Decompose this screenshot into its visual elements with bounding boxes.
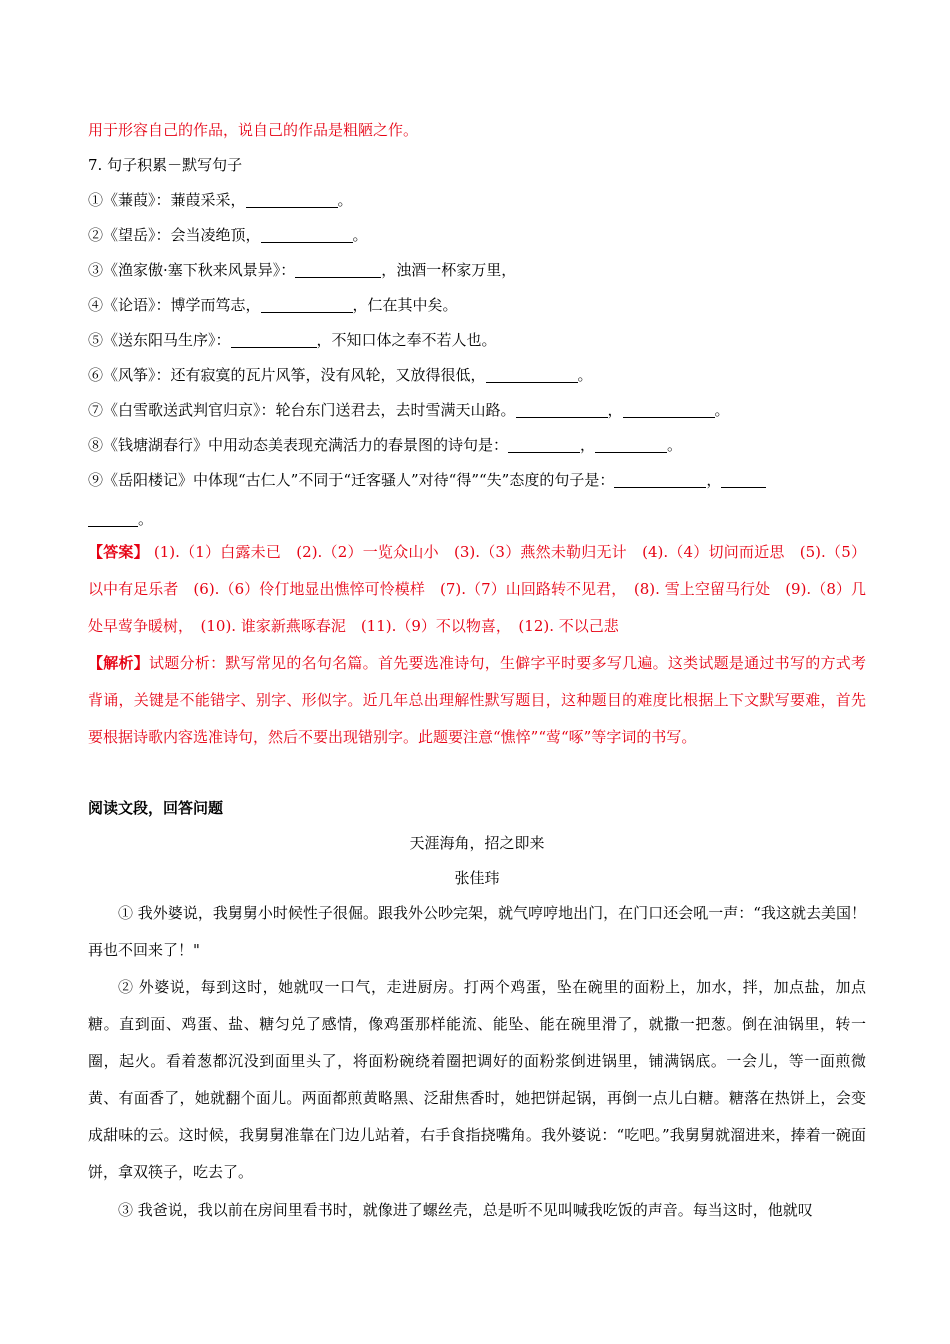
article-title: 天涯海角，招之即来 bbox=[409, 834, 545, 852]
item-text: ， bbox=[706, 471, 722, 489]
reading-heading: 阅读文段，回答问题 bbox=[88, 799, 224, 817]
item-text: 。 bbox=[138, 510, 154, 528]
item-text: 。 bbox=[577, 366, 593, 384]
item-text: ， bbox=[607, 401, 623, 419]
article-paragraph-1: ① 我外婆说，我舅舅小时候性子很倔。跟我外公吵完架，就气哼哼地出门，在门口还会吼一声：“我这就去美国！再也不回来了！" bbox=[88, 904, 866, 959]
fill-item-9-cont bbox=[88, 509, 153, 529]
top-note: 用于形容自己的作品，说自己的作品是粗陋之作。 bbox=[88, 121, 419, 139]
answer-blank bbox=[486, 368, 578, 383]
answer-blank bbox=[721, 473, 766, 488]
fill-item-2 bbox=[88, 225, 368, 245]
item-text: ③《渔家傲·塞下秋来风景异》： bbox=[88, 261, 296, 279]
answer-tag: 【答案】 bbox=[88, 543, 149, 561]
fill-item-6 bbox=[88, 365, 593, 385]
answer-blank bbox=[88, 512, 138, 527]
analysis-block bbox=[88, 645, 866, 756]
article-paragraph-2: ② 外婆说，每到这时，她就叹一口气，走进厨房。打两个鸡蛋，坠在碗里的面粉上，加水，拌，加点盐，加点糖。直到面、鸡蛋、盐、糖匀兑了感情，像鸡蛋那样能流、能坠、能在碗里滑了，就撒一把葱。倒在油锅里，转一圈，起火。看着葱都沉没到面里头了，将面粉碗绕着圈把调好的面粉浆倒进锅里，铺满锅底。一会儿，等一面煎微黄、有面香了，她就翻个面儿。两面都煎黄略黑、泛甜焦香时，她把饼起锅，再倒一点儿白糖。糖落在热饼上，会变成甜味的云。这时候，我舅舅准靠在门边儿站着，右手食指挠嘴角。我外婆说：“吃吧。”我舅舅就溜进来，捧着一碗面饼，拿双筷子，吃去了。 bbox=[88, 978, 866, 1181]
item-text: ⑨《岳阳楼记》中体现“古仁人”不同于“迁客骚人”对待“得”“失”态度的句子是： bbox=[88, 471, 615, 489]
answer-blank bbox=[614, 473, 706, 488]
item-text: ，不知口体之奉不若人也。 bbox=[316, 331, 497, 349]
answer-blank bbox=[246, 193, 338, 208]
item-text: ④《论语》：博学而笃志， bbox=[88, 296, 261, 314]
fill-item-5 bbox=[88, 330, 497, 350]
answer-text: (1).（1）白露未已 (2).（2）一览众山小 (3).（3）燕然未勒归无计 (4).（4）切问而近思 (5).（5）以中有足乐者 (6).（6）伶仃地显出憔悴可怜模样 (7).（7）山回路转不见君， (8). 雪上空留马行处 (9).（8）几处早莺争暖树， (10). 谁家新燕啄春泥 (11).（9）不以物喜， (12). 不以己悲 bbox=[88, 543, 866, 635]
item-text: ⑧《钱塘湖春行》中用动态美表现充满活力的春景图的诗句是： bbox=[88, 436, 509, 454]
item-text: 。 bbox=[714, 401, 730, 419]
question-7-title: 7. 句子积累－默写句子 bbox=[88, 156, 243, 174]
item-text: ⑦《白雪歌送武判官归京》：轮台东门送君去，去时雪满天山路。 bbox=[88, 401, 516, 419]
answer-blank bbox=[261, 228, 353, 243]
item-text: ②《望岳》：会当凌绝顶， bbox=[88, 226, 261, 244]
item-text: ， bbox=[580, 436, 596, 454]
fill-item-4 bbox=[88, 295, 458, 315]
answer-blank bbox=[595, 438, 667, 453]
fill-item-7 bbox=[88, 400, 730, 420]
answer-blank bbox=[623, 403, 715, 418]
analysis-text: 试题分析：默写常见的名句名篇。首先要选准诗句，生僻字平时要多写几遍。这类试题是通过书写的方式考背诵，关键是不能错字、别字、形似字。近几年总出理解性默写题目，这种题目的难度比根据上下文默写要难，首先要根据诗歌内容选准诗句，然后不要出现错别字。此题要注意“憔悴”“莺“啄”等字词的书写。 bbox=[88, 654, 866, 746]
item-text: 。 bbox=[352, 226, 368, 244]
answer-blank bbox=[231, 333, 317, 348]
answer-blank bbox=[516, 403, 608, 418]
fill-item-8 bbox=[88, 435, 682, 455]
article-author: 张佳玮 bbox=[454, 869, 500, 887]
item-text: ⑤《送东阳马生序》： bbox=[88, 331, 231, 349]
item-text: 。 bbox=[667, 436, 683, 454]
item-text: ①《蒹葭》：蒹葭采采， bbox=[88, 191, 246, 209]
article-paragraph-3: ③ 我爸说，我以前在房间里看书时，就像进了螺丝壳，总是听不见叫喊我吃饭的声音。每当这时，他就叹 bbox=[118, 1201, 813, 1219]
answer-blank bbox=[261, 298, 353, 313]
fill-item-9 bbox=[88, 470, 766, 490]
item-text: ⑥《风筝》：还有寂寞的瓦片风筝，没有风轮，又放得很低， bbox=[88, 366, 486, 384]
fill-item-1 bbox=[88, 190, 353, 210]
analysis-tag: 【解析】 bbox=[88, 654, 150, 672]
item-text: 。 bbox=[337, 191, 353, 209]
item-text: ，仁在其中矣。 bbox=[352, 296, 458, 314]
fill-item-3 bbox=[88, 260, 516, 280]
answer-blank bbox=[295, 263, 381, 278]
answer-blank bbox=[508, 438, 580, 453]
item-text: ，浊酒一杯家万里， bbox=[381, 261, 517, 279]
answer-block bbox=[88, 534, 866, 645]
